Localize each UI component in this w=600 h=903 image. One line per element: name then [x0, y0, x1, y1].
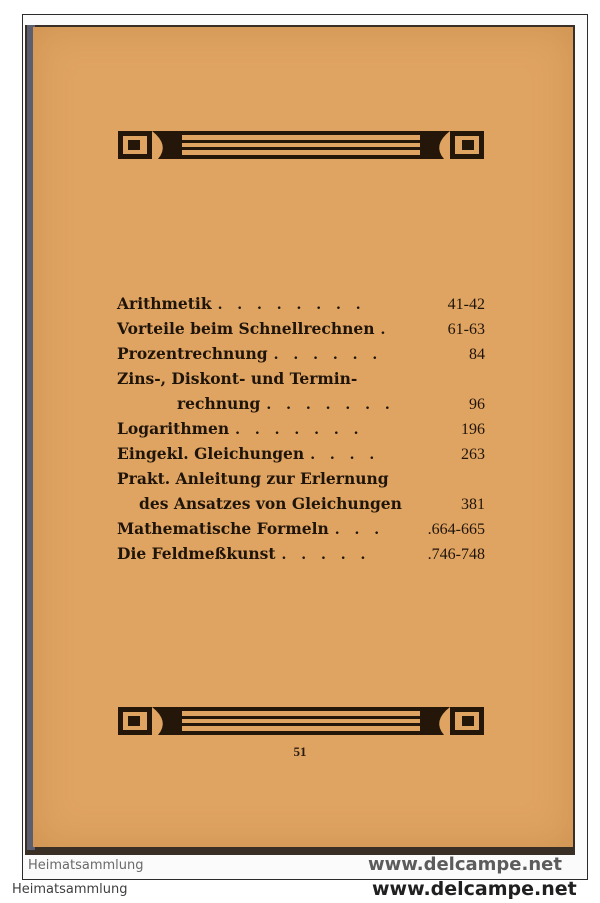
toc-leader-dots: . . . . . . .	[266, 397, 395, 413]
toc-leader-dots: . . . .	[310, 447, 380, 463]
toc-entry	[117, 419, 485, 444]
toc-entry	[117, 369, 485, 394]
toc-leader-dots: . . .	[334, 522, 385, 538]
page-number: 51	[293, 744, 307, 759]
toc-leader-dots: . . . . . . .	[235, 422, 364, 438]
toc-entry-continuation	[117, 394, 485, 419]
toc-entry-title: rechnung	[177, 394, 261, 413]
toc-entry	[117, 519, 485, 544]
toc-entry	[117, 344, 485, 369]
toc-entry	[117, 544, 485, 569]
toc-entry-title: Die Feldmeßkunst	[117, 544, 276, 563]
toc-leader-dots: . . . . . . . .	[217, 297, 366, 313]
toc-leader-dots: .	[380, 322, 391, 338]
toc-leader-dots: . . . . . .	[273, 347, 383, 363]
toc-entry-pages: 196	[461, 421, 485, 438]
toc-entry-title: Logarithmen	[117, 419, 230, 438]
toc-entry-continuation	[117, 494, 485, 519]
toc-entry-pages: 41-42	[447, 296, 485, 313]
toc-entry	[117, 469, 485, 494]
toc-entry-pages: .746-748	[427, 546, 485, 563]
toc-entry-pages: 84	[469, 346, 485, 363]
watermark-heimatsammlung: Heimatsammlung	[12, 882, 128, 897]
toc-entry	[117, 294, 485, 319]
toc-entry-title: Arithmetik	[117, 294, 212, 313]
toc-entry-title: Eingekl. Gleichungen	[117, 444, 305, 463]
toc-entry-pages: 381	[461, 496, 485, 513]
toc-leader-dots: . . . . .	[281, 547, 371, 563]
toc-entry-title: Prozentrechnung	[117, 344, 268, 363]
toc-entry-title: Zins-, Diskont- und Termin-	[117, 369, 358, 388]
toc-entry-title: Prakt. Anleitung zur Erlernung	[117, 469, 389, 488]
table-of-contents	[117, 294, 485, 569]
watermark-delcampe: www.delcampe.net	[368, 854, 562, 875]
toc-entry	[117, 319, 485, 344]
bottom-ornament-border	[118, 704, 484, 738]
toc-entry-pages: 263	[461, 446, 485, 463]
watermark-heimatsammlung: Heimatsammlung	[28, 858, 144, 873]
toc-entry-pages: 61-63	[447, 321, 485, 338]
toc-entry-pages: 96	[469, 396, 485, 413]
toc-entry-pages: .664-665	[427, 521, 485, 538]
toc-entry-title: Mathematische Formeln	[117, 519, 329, 538]
top-ornament-border	[118, 128, 484, 162]
toc-entry-title: Vorteile beim Schnellrechnen	[117, 319, 375, 338]
watermark-delcampe: www.delcampe.net	[372, 878, 577, 900]
toc-entry	[117, 444, 485, 469]
toc-entry-title: des Ansatzes von Gleichungen	[139, 494, 402, 513]
